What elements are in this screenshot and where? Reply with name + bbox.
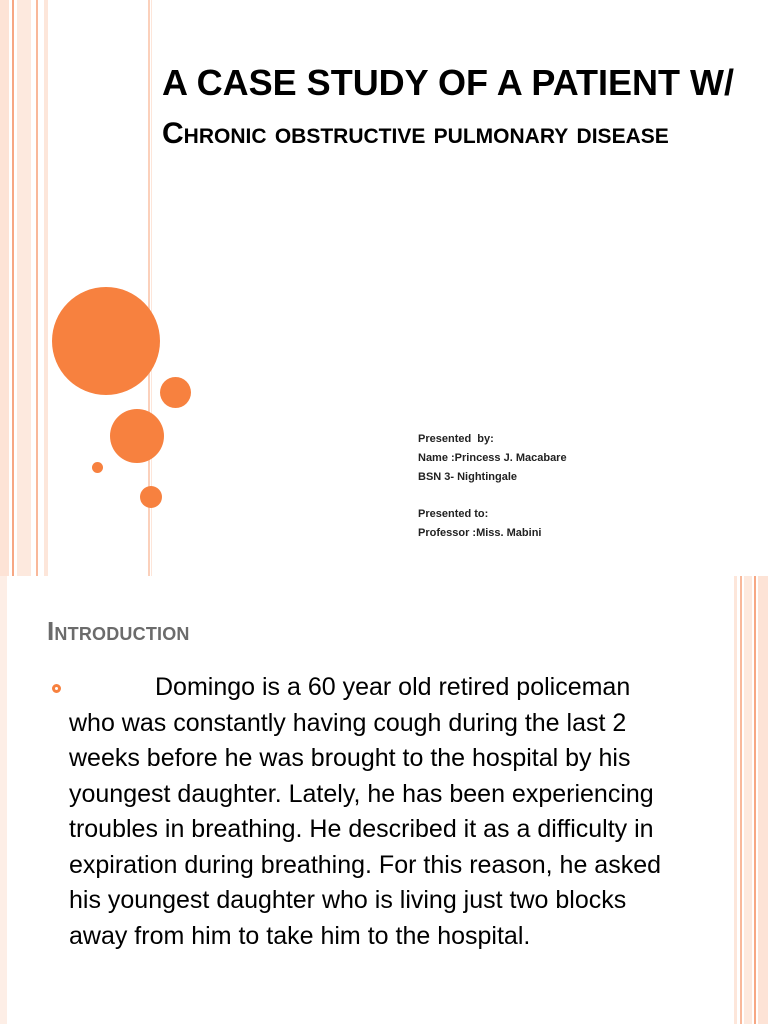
intro-slide (0, 576, 768, 1024)
decor-stripe (758, 576, 768, 1024)
decor-stripe (0, 576, 7, 1024)
decor-stripe (734, 576, 737, 1024)
presenter-block (418, 430, 567, 543)
bullet-icon (52, 684, 61, 693)
professor-name: Professor :Miss. Mabini (418, 527, 542, 539)
decor-stripe (12, 0, 14, 576)
title-line-1: A CASE STUDY OF A PATIENT W/ (162, 62, 735, 103)
decor-circle-large (52, 287, 160, 395)
presenter-name: Name :Princess J. Macabare (418, 452, 567, 464)
decor-stripe (754, 576, 756, 1024)
decor-stripe (36, 0, 38, 576)
decor-circle-medium (110, 409, 164, 463)
slide-title (162, 60, 742, 162)
decor-circle-small (140, 486, 162, 508)
decor-circle-tiny (92, 462, 103, 473)
intro-body-text: Domingo is a 60 year old retired policeman who was constantly having cough during the last 2 weeks before he was brought to the hospital by his youngest daughter. Lately, he has been experiencing troubles in breathing. He described it as a difficulty in expiration during breathing. For this reason, he asked his youngest daughter who is living just two blocks away from him to take him to the hospital. (69, 673, 662, 950)
decor-stripe (740, 576, 742, 1024)
decor-stripe (17, 0, 31, 576)
presenter-section: BSN 3- Nightingale (418, 471, 518, 483)
decor-stripe (744, 576, 752, 1024)
intro-heading: Introduction (47, 616, 190, 646)
decor-circle-small (160, 377, 191, 408)
decor-stripe (0, 0, 9, 576)
intro-body (69, 670, 669, 954)
presented-to-label: Presented to: (418, 508, 489, 520)
decor-stripe (44, 0, 48, 576)
presented-by-label: Presented by: (418, 433, 494, 445)
title-line-2: Chronic obstructive pulmonary disease (162, 117, 669, 150)
